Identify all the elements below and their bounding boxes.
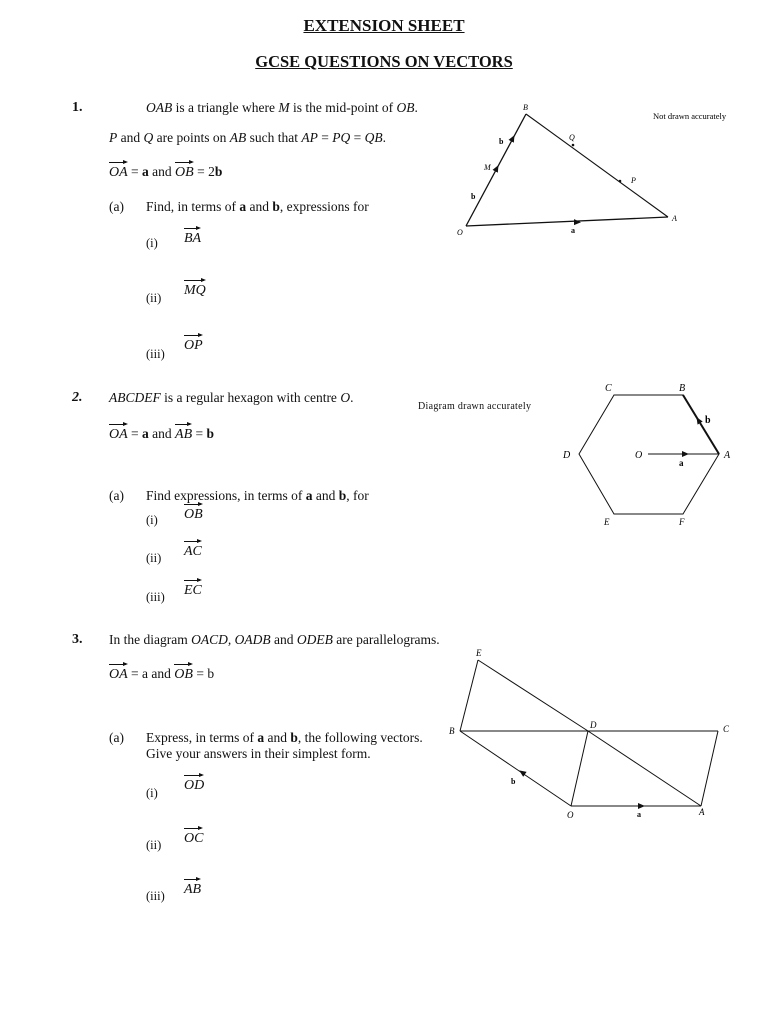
q2-diagram-note: Diagram drawn accurately [418, 401, 532, 412]
para-label-d: D [590, 720, 597, 730]
line-bo [460, 731, 571, 806]
q1-line2: P and Q are points on AB such that AP = PQ = QB. [109, 130, 386, 145]
q3-given: OA = a and OB = b [109, 662, 214, 683]
q2-given: OA = a and AB = b [109, 422, 214, 443]
para-label-a: A [699, 807, 705, 817]
side-ab-bold [683, 395, 719, 454]
q2-hexagon-diagram [555, 378, 745, 528]
q1-part-a-text: Find, in terms of a and b, expressions for [146, 199, 369, 214]
line-eb [460, 660, 478, 731]
vec-a: a [571, 226, 575, 235]
q2-number: 2. [72, 390, 83, 405]
para-label-o: O [567, 810, 574, 820]
para-vec-a: a [637, 810, 641, 819]
para-label-e: E [476, 648, 482, 658]
q2-sub-iii-vector: EC [184, 578, 202, 599]
q2-intro: ABCDEF is a regular hexagon with centre O. [109, 390, 354, 405]
q1-part-a-label: (a) [109, 199, 124, 214]
side-oa [466, 217, 668, 226]
hex-vec-a: a [679, 458, 684, 468]
q1-given: OA = a and OB = 2b [109, 160, 222, 181]
para-vec-b: b [511, 777, 516, 786]
q1-intro: OAB is a triangle where M is the mid-point of OB. [146, 100, 418, 115]
q2-part-a-text: Find expressions, in terms of a and b, for [146, 488, 369, 503]
label-p: P [631, 176, 636, 185]
hex-label-b: B [679, 383, 686, 394]
q3-parallelogram-diagram [440, 640, 740, 830]
hex-label-a: A [724, 450, 731, 461]
hex-label-o: O [635, 450, 643, 461]
label-b: B [523, 103, 528, 112]
q3-intro: In the diagram OACD, OADB and ODEB are parallelograms. [109, 632, 440, 647]
q3-part-a-line2: Give your answers in their simplest form. [146, 746, 371, 761]
hex-label-e: E [604, 517, 610, 527]
q1-sub-iii-label: (iii) [146, 347, 165, 361]
q1-sub-i-label: (i) [146, 236, 158, 250]
para-label-b: B [449, 726, 455, 736]
line-da [588, 731, 701, 806]
q3-sub-iii-label: (iii) [146, 889, 165, 903]
hex-label-c: C [605, 383, 612, 394]
q3-sub-ii-label: (ii) [146, 838, 162, 852]
q1-sub-iii-vector: OP [184, 333, 203, 354]
q3-sub-i-label: (i) [146, 786, 158, 800]
q3-sub-iii-vector: AB [184, 877, 201, 898]
q3-sub-i-vector: OD [184, 773, 204, 794]
q2-sub-ii-vector: AC [184, 539, 202, 560]
q2-sub-i-vector: OB [184, 502, 203, 523]
q1-sub-i-vector: BA [184, 226, 201, 247]
label-m: M [484, 163, 491, 172]
q2-sub-iii-label: (iii) [146, 590, 165, 604]
line-ac [701, 731, 718, 806]
q1-diagram-note: Not drawn accurately [653, 111, 727, 121]
side-ba [526, 114, 668, 217]
label-q: Q [569, 133, 575, 142]
sheet-title: EXTENSION SHEET [303, 16, 465, 35]
q1-sub-ii-label: (ii) [146, 291, 162, 305]
hex-vec-b: b [705, 415, 711, 426]
q2-part-a-label: (a) [109, 488, 124, 503]
point-p [619, 180, 622, 183]
line-ed [478, 660, 588, 731]
point-q [572, 144, 575, 147]
hex-label-f: F [679, 517, 685, 527]
q2-sub-i-label: (i) [146, 513, 158, 527]
label-a: A [672, 214, 677, 223]
q1-triangle-diagram [440, 95, 750, 245]
q1-number: 1. [72, 100, 83, 115]
q2-sub-ii-label: (ii) [146, 551, 162, 565]
line-od [571, 731, 588, 806]
q1-sub-ii-vector: MQ [184, 278, 206, 299]
q3-sub-ii-vector: OC [184, 826, 203, 847]
q3-part-a-label: (a) [109, 730, 124, 745]
vec-b-upper: b [499, 137, 504, 146]
hex-label-d: D [563, 450, 571, 461]
q3-number: 3. [72, 632, 83, 647]
sheet-subtitle: GCSE QUESTIONS ON VECTORS [255, 52, 513, 71]
vec-b-lower: b [471, 192, 476, 201]
para-label-c: C [723, 724, 730, 734]
label-o: O [457, 228, 463, 237]
q3-part-a-line1: Express, in terms of a and b, the following vectors. [146, 730, 423, 745]
